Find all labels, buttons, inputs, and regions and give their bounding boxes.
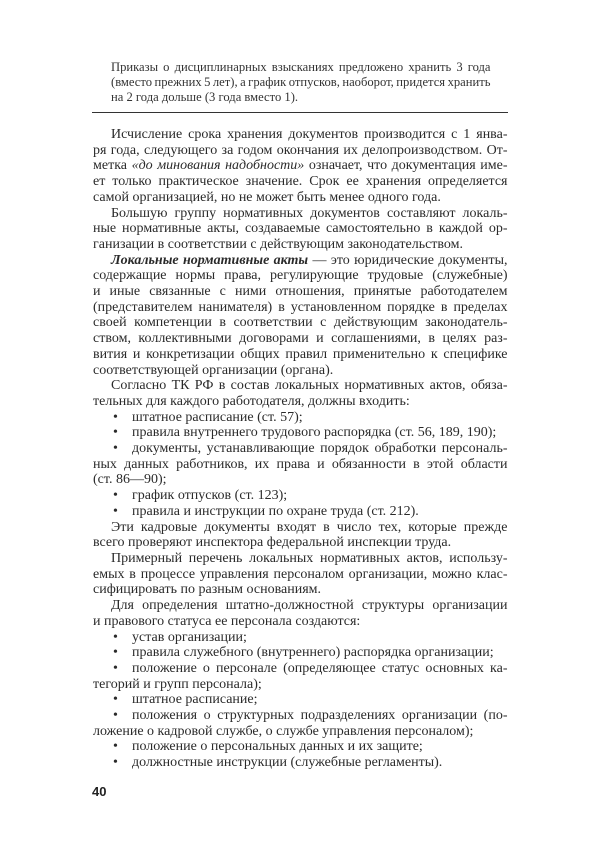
text-line (93, 457, 508, 473)
line-text: (представителем нанимателя) в установленном порядке в пределах (93, 299, 508, 315)
line-text: документы, устанавливающие порядок обработки персональ- (132, 441, 508, 457)
line-text: должностные инструкции (служебные регламенты). (132, 755, 443, 771)
body-text (93, 127, 508, 771)
text-line (93, 755, 508, 771)
line-text: Эти кадровые документы входят в число тех, которые прежде (111, 519, 508, 535)
text-line (93, 582, 508, 598)
text-line (93, 221, 508, 237)
line-text (93, 158, 508, 174)
line-text: (ст. 86—90); (93, 472, 167, 488)
bullet-icon: • (113, 488, 118, 504)
line-text: ные нормативные акты, создаваемые самостоятельно в каждой ор- (93, 221, 508, 237)
text-line (93, 661, 508, 677)
line-text: сифицировать по разным основаниям. (93, 582, 322, 598)
text-line (93, 677, 508, 693)
line-text: Примерный перечень локальных нормативных актов, использу- (111, 550, 508, 566)
footnote-line (111, 60, 491, 75)
paragraph (93, 127, 508, 206)
line-text: соответствующей организации (органа). (93, 362, 334, 378)
text-line (93, 158, 508, 174)
list-item (93, 488, 508, 504)
line-text: тегорий и групп персонала); (93, 676, 262, 692)
line-text: Приказы о дисциплинарных взысканиях предложено хранить 3 года (111, 60, 491, 74)
line-text: правила и инструкции по охране труда (ст. 212). (132, 503, 419, 519)
line-text: всего проверяют инспектора федеральной инспекции труда. (93, 535, 452, 551)
text-line (93, 708, 508, 724)
line-text: правила служебного (внутреннего) распорядка организации; (132, 645, 494, 661)
paragraph (93, 253, 508, 379)
emphasized-text: «до минования надобности» (131, 158, 305, 174)
text-line (93, 520, 508, 536)
bullet-icon: • (113, 425, 118, 441)
text-line (93, 143, 508, 159)
line-text: тельных для каждого работодателя, должны входить: (93, 393, 410, 409)
line-segment: означает, что документация име- (304, 158, 508, 174)
text-line (93, 425, 508, 441)
line-text: ложение о кадровой службе, о службе управления персоналом); (93, 723, 474, 739)
text-line (93, 441, 508, 457)
list-item (93, 645, 508, 661)
paragraph (93, 206, 508, 253)
text-line (93, 645, 508, 661)
text-line (93, 347, 508, 363)
bullet-icon: • (113, 692, 118, 708)
text-line (93, 739, 508, 755)
list-item (93, 755, 508, 771)
list-item (93, 739, 508, 755)
footnote (111, 60, 491, 105)
page-number: 40 (92, 784, 107, 799)
text-line (93, 551, 508, 567)
line-text: (вместо прежних 5 лет), а график отпусков, наоборот, придется хранить (111, 75, 491, 89)
text-line (93, 206, 508, 222)
line-text: Большую группу нормативных документов составляют локаль- (111, 205, 508, 221)
text-line (93, 174, 508, 190)
text-line (93, 472, 508, 488)
paragraph (93, 520, 508, 551)
paragraph (93, 378, 508, 409)
line-text: положения о структурных подразделениях организации (по- (132, 708, 508, 724)
line-text: самой организацией, но не может быть менее одного года. (93, 189, 441, 205)
footnote-line (111, 90, 491, 105)
text-line (93, 410, 508, 426)
line-text: Согласно ТК РФ в состав локальных нормативных актов, обяза- (111, 378, 508, 394)
line-text: Для определения штатно-должностной структуры организации (111, 598, 508, 614)
line-text: ря года, следующего за годом окончания их делопроизводством. От- (93, 142, 508, 158)
bullet-icon: • (113, 755, 118, 771)
line-text: вития и конкретизации общих правил применительно к специфике (93, 346, 508, 362)
line-text: устав организации; (132, 629, 247, 645)
line-segment: метка (93, 158, 132, 174)
list-item (93, 661, 508, 692)
list-item (93, 630, 508, 646)
paragraph (93, 598, 508, 629)
emphasized-text: Локальные нормативные акты (111, 252, 309, 268)
line-text: содержащие нормы права, регулирующие трудовые (служебные) (93, 268, 508, 284)
text-line (93, 190, 508, 206)
text-line (93, 127, 508, 143)
text-line (93, 488, 508, 504)
text-line (93, 331, 508, 347)
list-item (93, 441, 508, 488)
line-segment: — это юридические документы, (308, 252, 508, 268)
line-text: положение о персональных данных и их защите; (132, 739, 423, 755)
line-text (111, 253, 508, 269)
line-text: на 2 года дольше (3 года вместо 1). (111, 90, 299, 104)
line-text: своей компетенции в соответствии с действующим законодатель- (93, 315, 508, 331)
bullet-icon: • (113, 409, 118, 425)
text-line (93, 268, 508, 284)
bullet-icon: • (113, 708, 118, 724)
line-text: положение о персонале (определяющее статус основных ка- (132, 660, 508, 676)
list-item (93, 504, 508, 520)
list-item (93, 410, 508, 426)
line-text: ных данных работников, их права и обязанности в этой области (93, 456, 508, 472)
text-line (93, 567, 508, 583)
footnote-divider (92, 112, 508, 113)
line-text: ганизации в соответствии с действующим законодательством. (93, 236, 464, 252)
line-text: емых в процессе управления персоналом организации, можно клас- (93, 566, 508, 582)
bullet-icon: • (113, 660, 118, 676)
line-text: правила внутреннего трудового распорядка (ст. 56, 189, 190); (132, 425, 497, 441)
bullet-icon: • (113, 645, 118, 661)
text-line (93, 315, 508, 331)
text-line (93, 300, 508, 316)
text-line (93, 535, 508, 551)
footnote-line (111, 75, 491, 90)
text-line (93, 692, 508, 708)
line-text: ством, коллективными договорами и соглашениями, в целях раз- (93, 331, 508, 347)
list-item (93, 425, 508, 441)
text-line (93, 378, 508, 394)
text-line (93, 614, 508, 630)
bullet-icon: • (113, 441, 118, 457)
text-line (93, 253, 508, 269)
text-line (93, 363, 508, 379)
line-text: штатное расписание; (132, 692, 258, 708)
text-line (93, 237, 508, 253)
bullet-icon: • (113, 503, 118, 519)
line-text: штатное расписание (ст. 57); (132, 409, 303, 425)
paragraph (93, 551, 508, 598)
line-text: и иные связанные с ними отношения, принятые работодателем (93, 284, 508, 300)
text-line (93, 284, 508, 300)
text-line (93, 598, 508, 614)
bullet-icon: • (113, 629, 118, 645)
text-line (93, 504, 508, 520)
text-line (93, 630, 508, 646)
line-text: и правового статуса ее персонала создаются: (93, 613, 361, 629)
line-text: график отпусков (ст. 123); (132, 488, 288, 504)
text-line (93, 724, 508, 740)
line-text: ет только практическое значение. Срок ее хранения определяется (93, 174, 508, 190)
list-item (93, 708, 508, 739)
bullet-icon: • (113, 739, 118, 755)
list-item (93, 692, 508, 708)
line-text: Исчисление срока хранения документов производится с 1 янва- (111, 127, 508, 142)
text-line (93, 394, 508, 410)
